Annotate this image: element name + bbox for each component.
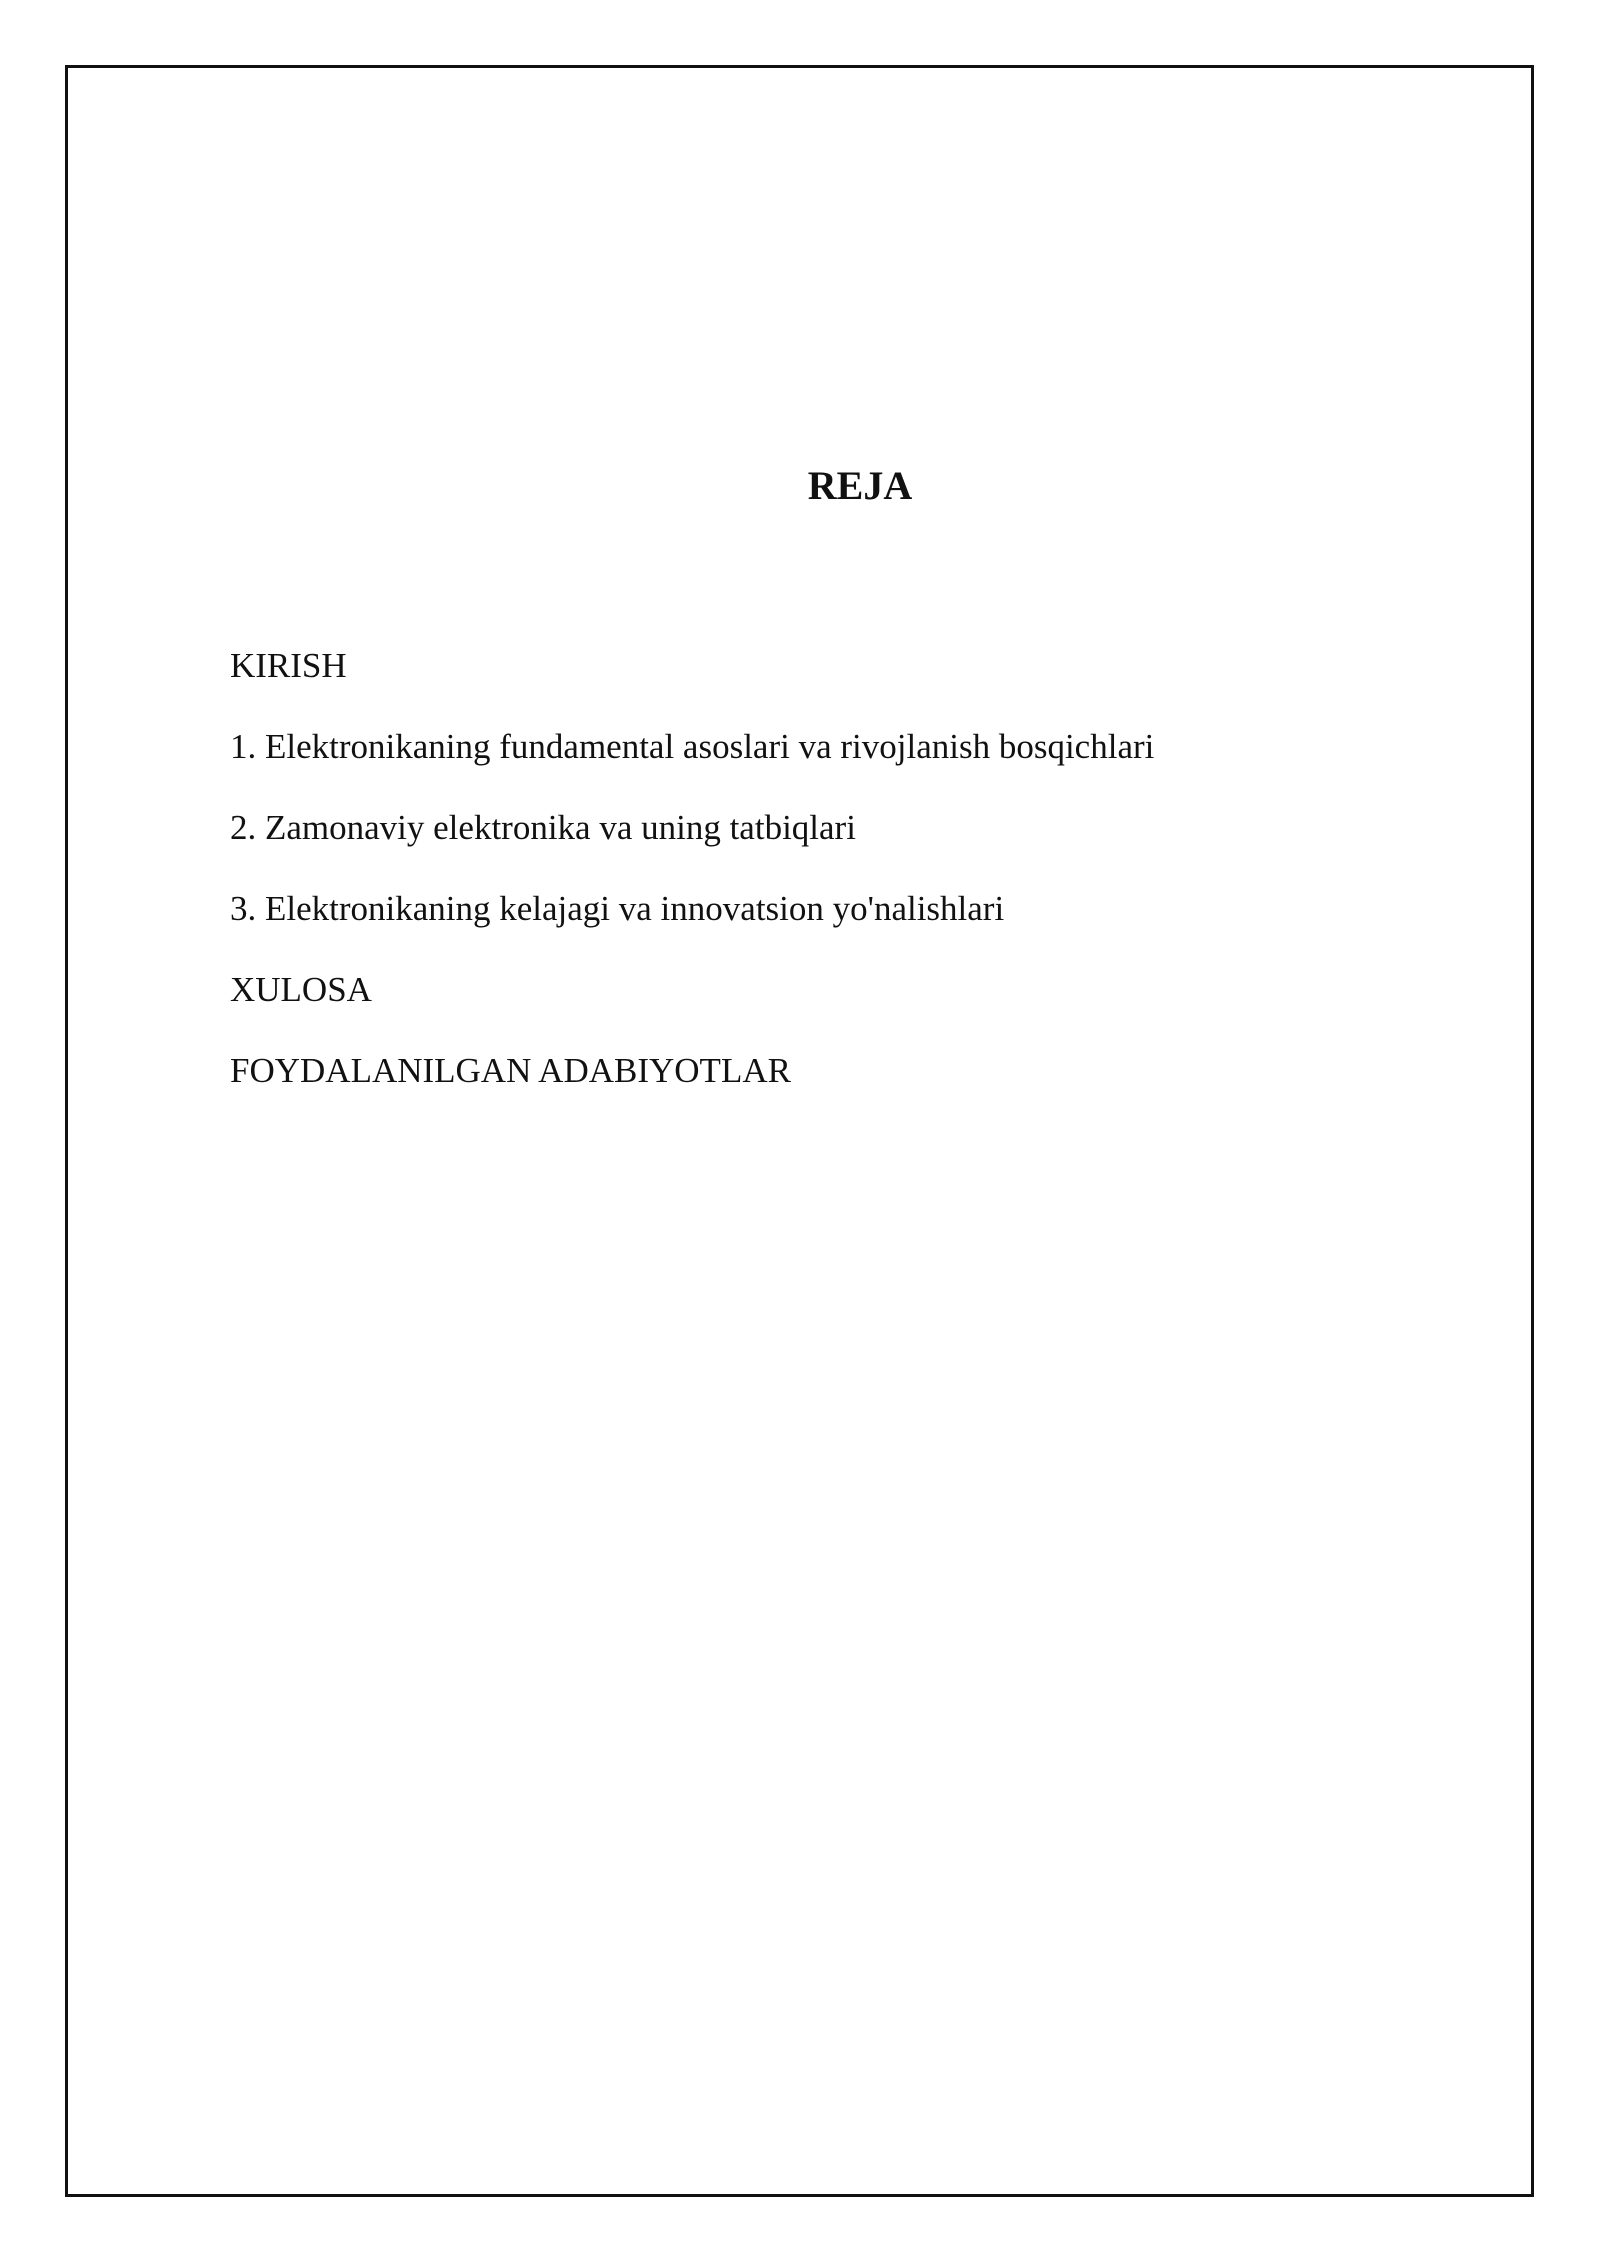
toc-item-references: FOYDALANILGAN ADABIYOTLAR [230,1051,791,1090]
toc-item-introduction: KIRISH [230,646,347,685]
toc-item-chapter-2: 2. Zamonaviy elektronika va uning tatbiqlari [230,808,856,847]
table-of-contents [230,645,1154,1131]
page-title: REJA [807,463,913,508]
toc-item-conclusion: XULOSA [230,970,372,1009]
toc-item-chapter-1: 1. Elektronikaning fundamental asoslari va rivojlanish bosqichlari [230,727,1155,766]
page-border [65,65,1534,2197]
toc-item-chapter-3: 3. Elektronikaning kelajagi va innovatsion yo'nalishlari [230,889,1005,928]
